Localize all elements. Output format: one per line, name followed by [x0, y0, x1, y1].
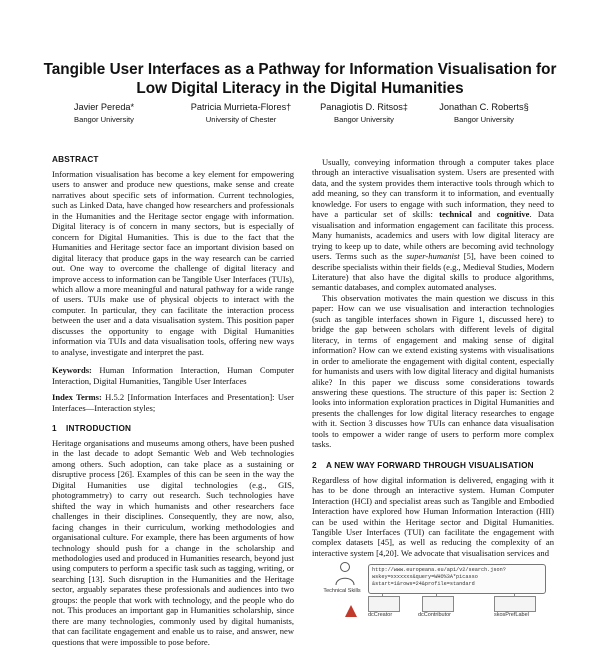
paragraph-text: and — [471, 209, 497, 220]
author-affiliation: Bangor University — [454, 115, 514, 124]
api-url-box — [368, 564, 546, 594]
figure-1 — [318, 560, 548, 620]
section-1-text: Heritage organisations and museums among others, have been pushed in the last decade to adopt Semantic Web and Web technologies among others. Such adoption, can take place as a sustaining or disruptive process [26]. Examples of this can be seen in the way the Digital Humanities use digital technologies (e.g., GIS, photogrammetry) to carry out research. Such technologies have shifted the way in which humanists and other researchers face challenges in their disciplines. Consequently, they are now, also, facing changes in their curriculum, working methodologies and organisational culture. For example, there has been arguments of how technology should push for a change in the scholarship and methodologies used and produced in Humanities research, beyond just using computers to perform a specific task such as tagging, writing, or searching [13]. Such disruption in the Humanities and the Heritage sector, arguably separates these professionals and audiences into two groups: the people that work with technology, and the people who do not. This produces an important gap in Humanities scholarship, since there are many technologies, commonly used by digital humanists, that can facilitate engagement and enable us to raise, and answer, new questions that were impossible to pose before. — [52, 437, 294, 647]
author-affiliation: Bangor University — [74, 115, 134, 124]
section-number: 1 — [52, 423, 57, 433]
index-terms-label: Index Terms: — [52, 392, 102, 403]
keywords-text: Human Information Interaction, Human Computer Interaction, Digital Humanities, Tangible User Interfaces — [52, 365, 295, 386]
section-number: 2 — [312, 460, 317, 470]
title-line-1: Tangible User Interfaces as a Pathway for Information Visualisation for — [43, 61, 557, 78]
title-line-2: Low Digital Literacy in the Digital Humanities — [136, 80, 464, 97]
abstract-heading: ABSTRACT — [52, 155, 99, 164]
section-2-text: Regardless of how digital information is delivered, engaging with it has to be done through an interactive system. Human Computer Interaction (HCI) and specialist areas such as Tangible and Embodied Interaction have explored how Human Information Interaction (HII) can be used within the Heritage sector and Digital Humanities. Tangible User Interfaces (TUI) can facilitate the engagement with complex datasets [45], as well as reducing the complexity of an interactive system [4,20]. We advocate that visualisation services and — [312, 474, 554, 558]
person-icon — [332, 560, 358, 586]
author-affiliation: University of Chester — [205, 115, 277, 124]
paper-title — [40, 60, 560, 98]
paragraph-text: . Data visualisation and information engagement can facilitate this process. Many humanists, academics and users with low digital literacy are trying to keep up to date, while others are becoming avid technology users. Terms such as the — [312, 209, 554, 262]
right-column — [312, 157, 554, 558]
index-terms — [52, 392, 294, 413]
abstract-text: Information visualisation has become a key element for empowering users to answer and produce new questions, make sense and create narratives about specific sets of information. Current technologies, such as Linked Data, have changed how researchers and professionals in the Humanities and the Heritage sector engage with information. Digital literacy is of concern in many sectors, but is especially of concern for Digital Humanities. This is due to the fact that the Humanities and Heritage sector face an important division based on digital literacy that produce gaps in the way research can be carried out. One way to overcome the challenge of digital literacy and improve access to information can be Tangible User Interfaces (TUIs), which allow a more meaningful and natural pathway for a wide range of users. TUIs make use of physical objects to interact with the computer. In particular, they can facilitate the interaction process between the user and a data visualisation system. This position paper discusses the opportunity to engage with Digital Humanities information via TUIs and data visualisation tools, offering new ways to analyse, investigate and interpret the past. — [52, 169, 294, 357]
section-title: INTRODUCTION — [66, 423, 132, 433]
keywords-label: Keywords: — [52, 365, 92, 376]
index-terms-text: H.5.2 [Information Interfaces and Presentation]: User Interfaces—Interaction styles; — [52, 392, 295, 413]
author-name: Patricia Murrieta-Flores† — [190, 102, 292, 112]
intro-paragraph-3: This observation motivates the main question we discuss in this paper: How can we use visualisation and interaction technologies (such as tangible interfaces shown in Figure 1, discussed here) to bridge the gap between scholars with different levels of digital literacy, in terms of engagement and making sense of digital information? How can we extend existing systems with visualisations in order to ameliorate the engagement with digital content, especially for humanists and users with low digital literacy and digital humanists alike? In this paper we discuss some considerations towards answering these questions. The structure of this paper is: Section 2 looks into information exploration practices in Digital Humanities and presents the challenges for low digital literacy researches to engage with it. Section 3 discusses how TUIs can enhance data visualisation tools to empower a wider range of users to perform more complex tasks. — [312, 292, 554, 450]
section-1-heading — [52, 423, 294, 434]
author-name: Jonathan C. Roberts§ — [439, 102, 529, 112]
url-line: wskey=xxxxxxx&query=WHO%3A*picasso — [372, 574, 478, 580]
technical-skills-label: Technical Skills — [323, 588, 361, 594]
section-2-heading — [312, 460, 554, 471]
emphasis-super-humanist: super-humanist — [406, 251, 460, 262]
url-line: http://www.europeana.eu/api/v2/search.json? — [372, 567, 506, 573]
tangible-token — [494, 596, 536, 612]
emphasis-technical: technical — [439, 209, 472, 220]
emphasis-cognitive: cognitive — [496, 209, 530, 220]
paragraph-text: Usually, conveying information through a computer takes place through an interactive visualisation system. Users are presented with data, and the system provides them interactive tools through which to add meaning, so they can transform it to information, and eventually knowledge. For users to engage with such information, they need to have a particular set of skills: — [312, 157, 554, 220]
keywords — [52, 365, 294, 386]
left-column — [52, 154, 294, 647]
author-1 — [29, 101, 179, 126]
author-affiliation: Bangor University — [334, 115, 394, 124]
author-name: Panagiotis D. Ritsos‡ — [320, 102, 408, 112]
tag-dc-contributor: dcContributor — [418, 612, 452, 618]
url-line: &start=1&rows=24&profile=standard — [372, 581, 475, 587]
tangible-token — [368, 596, 400, 612]
author-4 — [409, 101, 559, 126]
red-pointer-icon — [344, 604, 358, 618]
author-name: Javier Pereda* — [73, 102, 135, 112]
tag-skos-pref-label: skosPrefLabel — [494, 612, 529, 618]
intro-paragraph-2 — [312, 157, 554, 293]
paragraph-text: [5], have been coined to describe specialists within their fields (e.g., Medieval Studies, Modern Literature) that also have the digital skills to produce algorithms, semantic databases, and complex automated analyses. — [312, 251, 555, 293]
section-title: A NEW WAY FORWARD THROUGH VISUALISATION — [326, 460, 534, 470]
tag-dc-creator: dcCreator — [368, 612, 393, 618]
tangible-token — [422, 596, 454, 612]
